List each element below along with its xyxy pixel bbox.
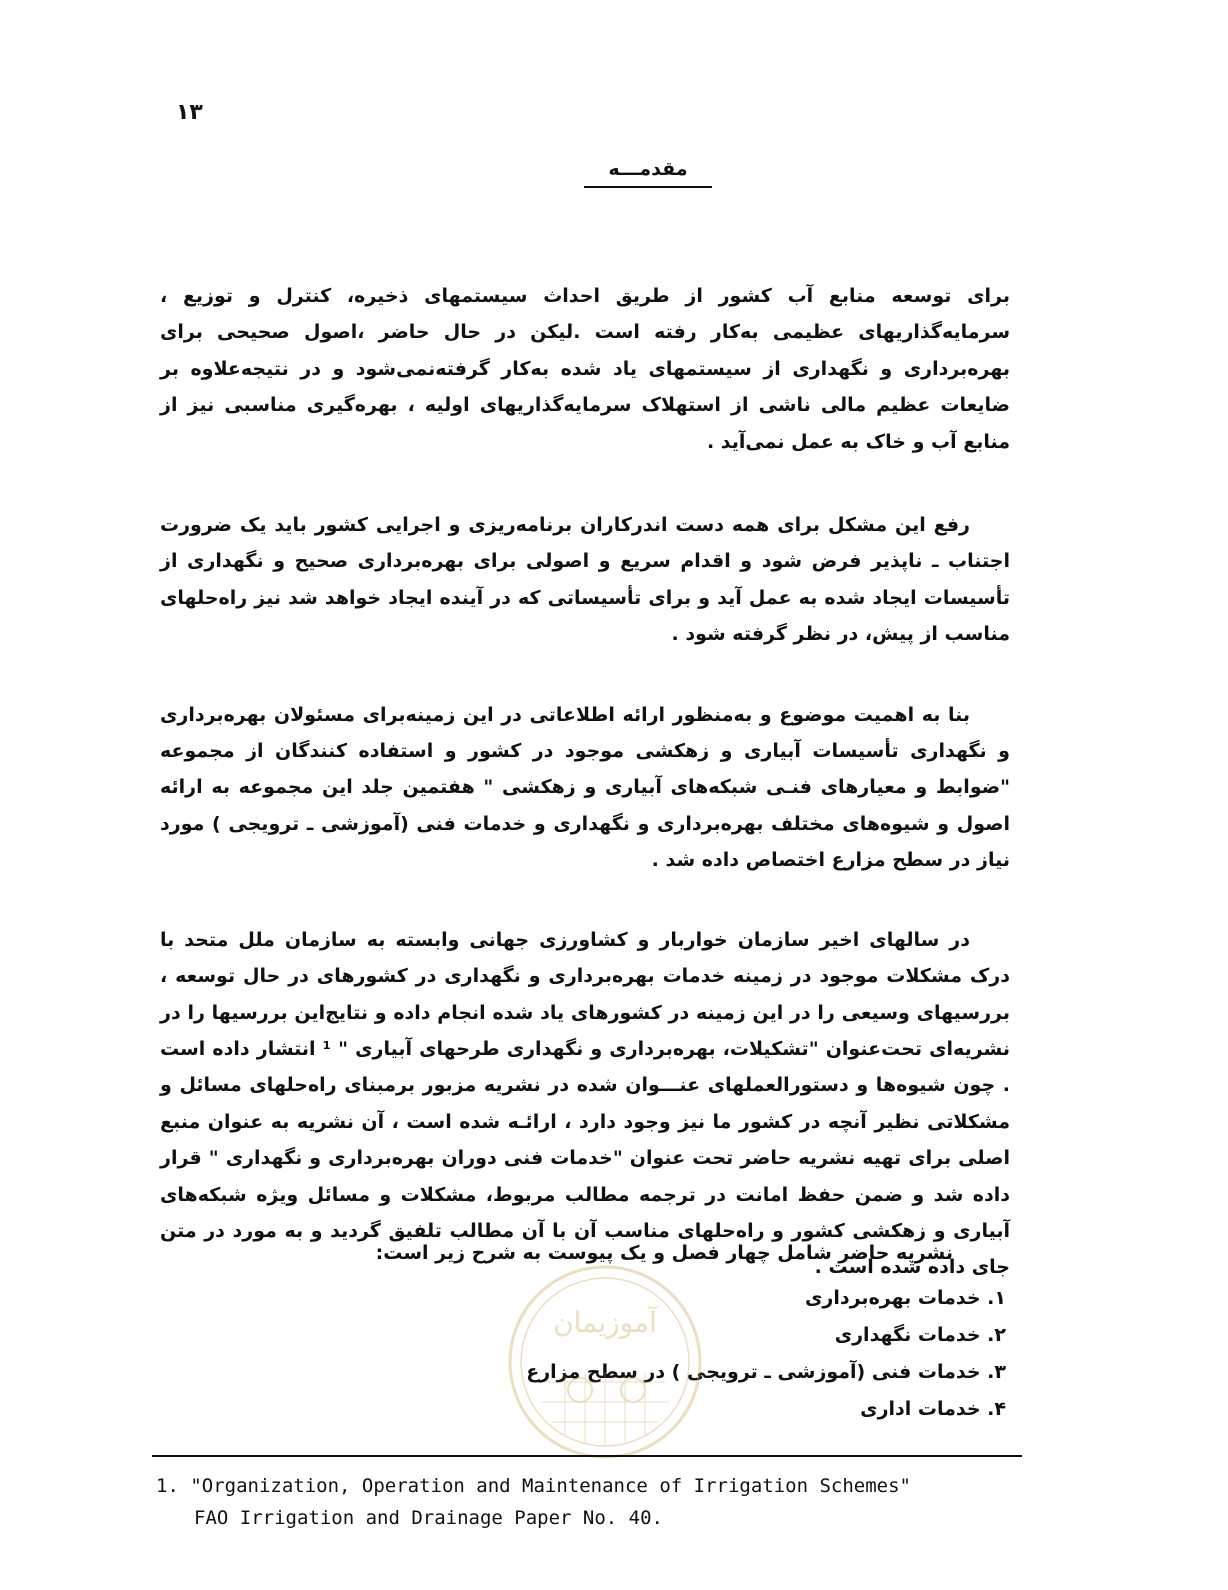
footnote-line-1: 1. "Organization, Operation and Maintenance of Irrigation Schemes" xyxy=(156,1475,911,1497)
chapter-item: ۱. خدمات بهره‌برداری xyxy=(805,1287,1006,1309)
chapter-item: ۳. خدمات فنی (آموزشی ـ ترویجی ) در سطح مزارع xyxy=(526,1361,1006,1383)
chapter-item: ۲. خدمات نگهداری xyxy=(834,1324,1006,1346)
chapter-item: ۴. خدمات اداری xyxy=(860,1398,1006,1420)
footnote-divider xyxy=(152,1455,1022,1457)
list-intro: نشریه حاضر شامل چهار فصل و یک پیوست به شرح زیر است: xyxy=(375,1242,953,1264)
paragraph-2: رفع این مشکل برای همه دست اندرکاران برنامه‌ریزی و اجرایی کشور باید یک ضرورت اجتناب ـ ناپذیر فرض شود و اقدام سریع و اصولی برای بهره‌برداری صحیح و نگهداری از تأسیسات ایجاد شده به عمل آید و برای تأسیساتی که در آینده ایجاد خواهد شد نیز راه‌حلهای مناسب از پیش، در نظر گرفته شود . xyxy=(160,514,1010,646)
footnote-line-2: FAO Irrigation and Drainage Paper No. 40. xyxy=(194,1507,663,1529)
paragraph-1: برای توسعه منابع آب کشور از طریق احداث سیستمهای ذخیره، کنترل و توزیع ، سرمایه‌گذاریهای عظیمی به‌کار رفته است .لیکن در حال حاضر ،اصول صحیحی برای بهره‌برداری و نگهداری از سیستمهای یاد شده به‌کار گرفته‌نمی‌شود و در نتیجه‌علاوه بر ضایعات عظیم مالی ناشی از استهلاک سرمایه‌گذاریهای اولیه ، بهره‌گیری مناسبی نیز از منابع آب و خاک به عمل نمی‌آید . xyxy=(160,285,1010,453)
footnote xyxy=(156,1470,1056,1534)
paragraph-3: بنا به اهمیت موضوع و به‌منظور ارائه اطلاعاتی در این زمینه‌برای مسئولان بهره‌برداری و نگهداری تأسیسات آبیاری و زهکشی موجود در کشور و استفاده کنندگان از مجموعه "ضوابط و معیارهای فنـی شبکه‌های آبیاری و زهکشی " هفتمین جلد این مجموعه به ارائه اصول و شیوه‌های مختلف بهره‌برداری و نگهداری و خدمات فنی (آموزشی ـ ترویجی ) مورد نیاز در سطح مزارع اختصاص داده شد . xyxy=(160,703,1010,872)
paragraph-4: در سالهای اخیر سازمان خواربار و کشاورزی جهانی وابسته به سازمان ملل متحد با درک مشکلات موجود در زمینه خدمات بهره‌برداری و نگهداری در کشورهای در حال توسعه ، بررسیهای وسیعی را در این زمینه در کشورهای یاد شده انجام داده و نتایج‌این بررسیها را در نشریه‌ای تحت‌عنوان "تشکیلات، بهره‌برداری و نگهداری طرحهای آبیاری " ¹ انتشار داده است . چون شیوه‌ها و دستورالعملهای عنـــوان شده در نشریه مزبور برمبنای راه‌حلهای مسائل و مشکلاتی نظیر آنچه در کشور ما نیز وجود دارد ، ارائـه شده است ، آن نشریه به عنوان منبع اصلی برای تهیه نشریه حاضر تحت عنوان "خدمات فنی دوران بهره‌برداری و نگهداری " قرار داده شد و ضمن حفظ امانت در ترجمه مطالب مربوط، مشکلات و مسائل ویژه شبکه‌های آبیاری و زهکشی کشور و راه‌حلهای مناسب آن با آن مطالب تلفیق گردید و به مورد در متن جای داده شده است . xyxy=(160,928,1010,1279)
watermark-text: آموزیمان xyxy=(553,1306,657,1339)
chapter-list xyxy=(406,1280,1006,1428)
section-heading: مقدمـــه xyxy=(584,158,712,188)
page-number: ۱۳ xyxy=(176,100,203,125)
body-text xyxy=(160,278,1010,1333)
